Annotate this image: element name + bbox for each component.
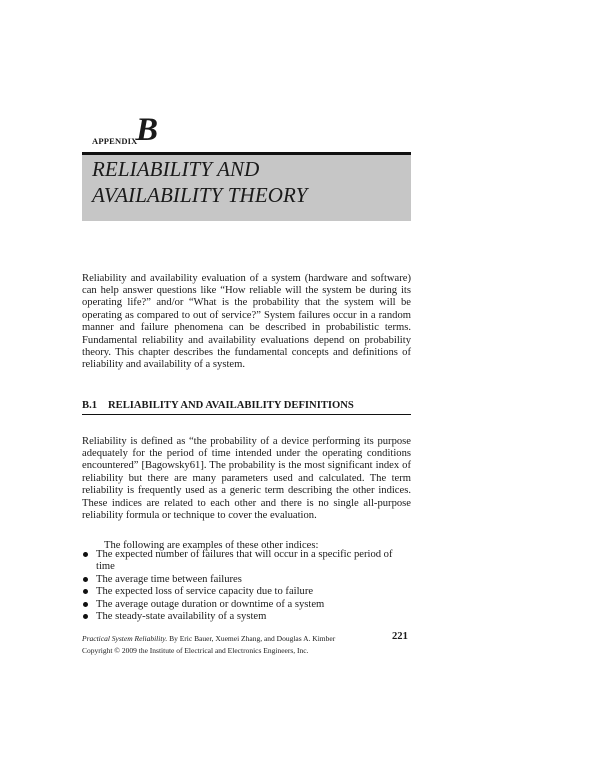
list-item (82, 611, 411, 623)
book-authors: By Eric Bauer, Xuemei Zhang, and Douglas A. Kimber (167, 634, 336, 643)
page-number: 221 (392, 631, 408, 642)
intro-paragraph: Reliability and availability evaluation of a system (hardware and software) can help answer questions like “How reliable will the system be during its operating life?” and/or “What is the probability that the system will be operating as compared to out of service?” System failures occur in a random manner and failure phenomena can be described in probabilistic terms. Fundamental reliability and availability evaluations depend on probability theory. This chapter describes the fundamental concepts and definitions of reliability and availability of a system. (82, 272, 411, 371)
bullet-icon (83, 552, 88, 557)
list-item-text: The expected loss of service capacity due to failure (96, 586, 314, 598)
definition-paragraph: Reliability is defined as “the probability of a device performing its purpose adequately for the period of time intended under the operating conditions encountered” [Bagowsky61]. The probability is the most significant index of reliability but there are many parameters used and calculated. The term reliability is frequently used as a generic term describing the other indices. These indices are related to each other and there is no single all-purpose reliability formula or technique to cover the evaluation. (82, 435, 411, 522)
examples-intro: The following are examples of these other indices: (104, 539, 319, 551)
section-heading (82, 400, 354, 411)
appendix-word: APPENDIX (92, 136, 138, 146)
list-item (82, 574, 411, 586)
section-number: B.1 (82, 400, 98, 411)
list-item-text: The average time between failures (96, 573, 242, 585)
bullet-icon (83, 614, 88, 619)
section-rule (82, 414, 411, 415)
bullet-icon (83, 602, 88, 607)
list-item-text: The average outage duration or downtime of a system (96, 598, 325, 610)
chapter-title-line-1: RELIABILITY AND (92, 157, 260, 181)
chapter-title-box (82, 155, 411, 221)
list-item (82, 549, 411, 574)
indices-list (82, 549, 411, 623)
bullet-icon (83, 589, 88, 594)
book-title: Practical System Reliability. (82, 634, 168, 643)
list-item-text: The steady-state availability of a system (96, 611, 267, 623)
appendix-letter: B (136, 112, 159, 148)
list-item (82, 586, 411, 598)
chapter-title-line-2: AVAILABILITY THEORY (92, 183, 308, 207)
bullet-icon (83, 577, 88, 582)
list-item-text: The expected number of failures that will occur in a specific period of time (96, 549, 393, 573)
footer-citation (82, 634, 335, 643)
list-item (82, 599, 411, 611)
section-title: RELIABILITY AND AVAILABILITY DEFINITIONS (108, 400, 354, 411)
footer-copyright: Copyright © 2009 the Institute of Electrical and Electronics Engineers, Inc. (82, 646, 309, 655)
